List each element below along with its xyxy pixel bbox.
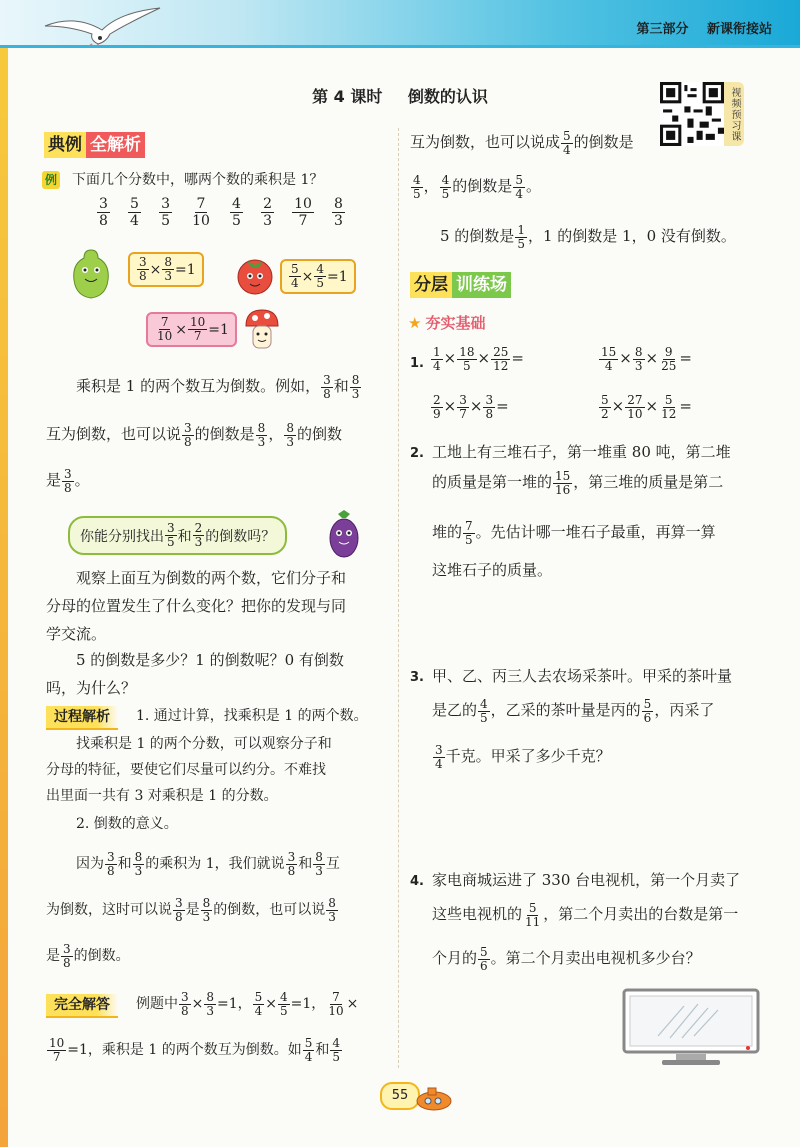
process-line4: 出里面一共有 3 对乘积是 1 的分数。 (46, 788, 278, 804)
star-icon: ★ (408, 314, 422, 332)
header-band (0, 0, 800, 48)
column-divider (398, 128, 399, 1068)
example-badge (44, 132, 145, 158)
continue-line3: 5 的倒数是 $\frac{1}{5}$ ，1 的倒数是 1，0 没有倒数。 (440, 222, 736, 251)
q1-number: 1. (410, 356, 424, 371)
meaning-line2: 为倒数，这时可以说 $\frac{3}{8}$ 是 $\frac{8}{3}$ 的倒数，也可以说 $\frac{8}{3}$ (46, 895, 336, 924)
example-question: 下面几个分数中，哪两个数的乘积是 1？ (72, 172, 324, 188)
q2-line2: 的质量是第一堆的 $\frac{15}{16}$ ，第三堆的质量是第二 (432, 468, 724, 497)
q3-line1: 甲、乙、丙三人去农场采茶叶。甲采的茶叶量 (432, 667, 733, 685)
qr-code-icon[interactable] (660, 82, 724, 146)
q4-line3: 个月的 $\frac{5}{6}$ 。第二个月卖出电视机多少台？ (432, 944, 701, 973)
q3-number: 3. (410, 670, 424, 685)
example-fraction: $\frac{10}{7}$ (294, 196, 312, 229)
q1-expr-b: $\frac{15}{4}$ × $\frac{8}{3}$ × $\frac{9}{25}$ = (601, 344, 692, 373)
fraction-list (96, 196, 346, 229)
left-color-bar (0, 48, 8, 1147)
process-line2: 找乘积是 1 的两个分数，可以观察分子和 (76, 736, 332, 752)
example-fraction: $\frac{8}{3}$ (334, 196, 343, 229)
header-subtitle: 新课衔接站 (706, 22, 772, 37)
submarine-icon (414, 1086, 454, 1112)
para2-line2: 分母的位置发生了什么变化？把你的发现与同 (46, 597, 347, 615)
answer-label: 完全解答 (46, 994, 118, 1018)
para3-line1: 5 的倒数是多少？1 的倒数呢？0 有倒数 (76, 651, 344, 669)
q2-line4: 这堆石子的质量。 (432, 561, 553, 579)
process-label: 过程解析 (46, 706, 118, 730)
basic-section-title: ★ 夯实基础 (408, 314, 486, 332)
meaning-line3: 是 $\frac{3}{8}$ 的倒数。 (46, 941, 130, 970)
q1-expr-d: $\frac{5}{2}$ × $\frac{27}{10}$ × $\frac{5}{12}$ = (601, 392, 692, 421)
process-line3: 分母的特征，要使它们尽量可以约分。不难找 (46, 762, 326, 778)
para2-line3: 学交流。 (46, 625, 107, 643)
pear-character-icon (62, 246, 120, 302)
example-fraction: $\frac{2}{3}$ (263, 196, 272, 229)
training-badge-a: 分层 (410, 272, 452, 298)
answer-line1: 例题中 $\frac{3}{8}$ × $\frac{8}{3}$ =1， $\frac{5}{4}$ × $\frac{4}{5}$ =1， $\frac{7}{10}$ × (136, 989, 359, 1018)
q4-line1: 家电商城运进了 330 台电视机，第一个月卖了 (432, 871, 741, 889)
q2-number: 2. (410, 446, 424, 461)
training-badge-b: 训练场 (452, 272, 511, 298)
process-step-1: 1. 通过计算，找乘积是 1 的两个数。 (136, 708, 368, 724)
example-fraction: $\frac{5}{4}$ (130, 196, 139, 229)
para1-line3: 是 $\frac{3}{8}$ 。 (46, 466, 90, 495)
para2-line1: 观察上面互为倒数的两个数，它们分子和 (76, 569, 347, 587)
q3-line2: 是乙的 $\frac{4}{5}$ ，乙采的茶叶量是丙的 $\frac{5}{6}$ ，丙采了 (432, 696, 715, 725)
example-mark: 例 (42, 171, 60, 189)
continue-line1: 互为倒数，也可以说成 $\frac{5}{4}$ 的倒数是 (410, 128, 634, 157)
bubble-5-4-times-4-5: $\frac{5}{4}$ × $\frac{4}{5}$ =1 (280, 259, 356, 294)
process-step-2: 2. 倒数的意义。 (76, 816, 178, 832)
example-badge-a: 典例 (44, 132, 86, 158)
meaning-line1: 因为 $\frac{3}{8}$ 和 $\frac{8}{3}$ 的乘积为 1，我们就说 $\frac{3}{8}$ 和 $\frac{8}{3}$ 互 (76, 849, 340, 878)
para1-line2: 互为倒数，也可以说 $\frac{3}{8}$ 的倒数是 $\frac{8}{3}$ ， $\frac{8}{3}$ 的倒数 (46, 420, 342, 449)
lesson-title: 倒数的认识 (407, 87, 488, 106)
seagull-icon (40, 4, 170, 48)
lesson-number: 第 4 课时 (312, 87, 383, 106)
q1-expr-c: $\frac{2}{9}$ × $\frac{3}{7}$ × $\frac{3}{8}$ = (433, 392, 509, 421)
example-fraction: $\frac{4}{5}$ (232, 196, 241, 229)
television-icon (622, 988, 760, 1068)
bubble-7-10-times-10-7: $\frac{7}{10}$ × $\frac{10}{7}$ =1 (146, 312, 237, 347)
page-number: 55 (380, 1082, 420, 1110)
header-text (622, 18, 772, 37)
mushroom-character-icon (242, 306, 282, 356)
answer-line2: $\frac{10}{7}$ =1，乘积是 1 的两个数互为倒数。如 $\frac{5}{4}$ 和 $\frac{4}{5}$ (49, 1035, 341, 1064)
para3-line2: 吗，为什么？ (46, 679, 137, 697)
think-bubble: 你能分别找出 $\frac{3}{5}$ 和 $\frac{2}{3}$ 的倒数吗？ (68, 516, 287, 555)
example-fraction: $\frac{3}{5}$ (161, 196, 170, 229)
q4-number: 4. (410, 874, 424, 889)
q2-line3: 堆的 $\frac{7}{5}$ 。先估计哪一堆石子最重，再算一算 (432, 518, 716, 547)
tomato-character-icon (232, 252, 278, 298)
eggplant-character-icon (324, 508, 364, 560)
q1-expr-a: $\frac{1}{4}$ × $\frac{18}{5}$ × $\frac{25}{12}$ = (433, 344, 524, 373)
example-badge-b: 全解析 (86, 132, 145, 158)
q2-line1: 工地上有三堆石子，第一堆重 80 吨，第二堆 (432, 443, 731, 461)
example-fraction: $\frac{3}{8}$ (99, 196, 108, 229)
qr-video-label: 视频预习课 (724, 82, 744, 146)
q4-line2: 这些电视机的 $\frac{5}{11}$ ，第二个月卖出的台数是第一 (432, 900, 739, 929)
bubble-3-8-times-8-3: $\frac{3}{8}$ × $\frac{8}{3}$ =1 (128, 252, 204, 287)
example-fraction: $\frac{7}{10}$ (192, 196, 210, 229)
para1-line1: 乘积是 1 的两个数互为倒数。例如， $\frac{3}{8}$ 和 $\frac{8}{3}$ (76, 372, 360, 401)
training-badge (410, 272, 511, 298)
q3-line3: $\frac{3}{4}$ 千克。甲采了多少千克？ (435, 742, 611, 771)
header-section: 第三部分 (636, 22, 689, 37)
continue-line2: $\frac{4}{5}$ ， $\frac{4}{5}$ 的倒数是 $\frac{5}{4}$ 。 (413, 172, 541, 201)
